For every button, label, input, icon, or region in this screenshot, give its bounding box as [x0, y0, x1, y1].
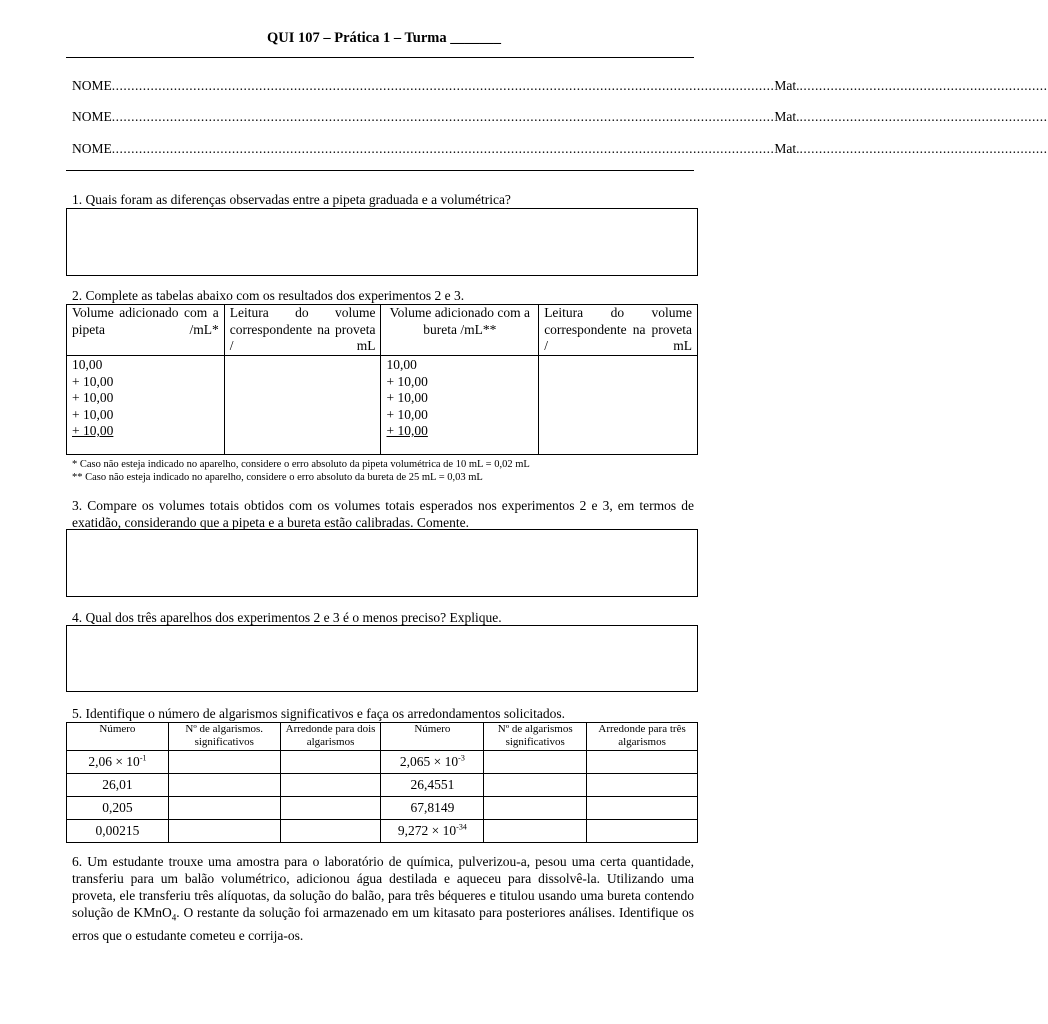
sigfig-header-row — [67, 723, 698, 751]
mat-label: Mat. — [774, 109, 800, 124]
sigfig-row — [67, 774, 698, 797]
sigfig-answer-cell[interactable] — [484, 820, 587, 843]
header-bureta: Volume adicionado com a bureta /mL** — [381, 305, 539, 356]
volume-table-body — [67, 356, 698, 455]
footnote-pipeta: * Caso não esteja indicado no aparelho, considere o erro absoluto da pipeta volumétrica de 10 mL = 0,02 mL — [72, 459, 530, 470]
number-cell: 67,8149 — [381, 797, 484, 820]
round-answer-cell[interactable] — [280, 820, 381, 843]
bureta-value: + 10,00 — [386, 373, 428, 389]
header-numero: Número — [67, 723, 169, 751]
mat-field-dots: ................................................................ — [799, 109, 1048, 124]
number-cell: 26,4551 — [381, 774, 484, 797]
question-1: 1. Quais foram as diferenças observadas entre a pipeta graduada e a volumétrica? — [72, 192, 511, 207]
sigfig-answer-cell[interactable] — [168, 751, 280, 774]
pipeta-value: + 10,00 — [72, 373, 114, 389]
pipeta-value: + 10,00 — [72, 406, 114, 422]
sigfig-row — [67, 820, 698, 843]
pipeta-value: 10,00 — [72, 357, 103, 372]
name-field-dots: ........................................................................................................................................................................... — [111, 141, 775, 156]
leitura-pipeta-cell[interactable] — [224, 356, 381, 455]
header-arredonde-tres: Arredonde para três algarismos — [587, 723, 698, 751]
header-algarismos: Nº de algarismos significativos — [484, 723, 587, 751]
name-field-dots: ........................................................................................................................................................................... — [111, 109, 775, 124]
mat-field-dots: ................................................................ — [799, 141, 1048, 156]
answer-box-1[interactable] — [66, 208, 698, 276]
round-answer-cell[interactable] — [280, 751, 381, 774]
name-label: NOME — [72, 109, 112, 124]
round-answer-cell[interactable] — [587, 774, 698, 797]
page-title: QUI 107 – Prática 1 – Turma _______ — [266, 30, 501, 46]
number-cell: 0,205 — [67, 797, 169, 820]
sigfig-answer-cell[interactable] — [484, 797, 587, 820]
number-cell: $9,272 \times 10^{-34}$ — [381, 820, 484, 843]
round-answer-cell[interactable] — [280, 774, 381, 797]
bureta-value: + 10,00 — [386, 406, 428, 422]
round-answer-cell[interactable] — [587, 797, 698, 820]
sigfig-answer-cell[interactable] — [484, 751, 587, 774]
name-label: NOME — [72, 78, 112, 93]
number-cell: $2,065 \times 10^{-3}$ — [381, 751, 484, 774]
name-line-3 — [72, 141, 1048, 157]
number-cell: $2,06 \times 10^{-1}$ — [67, 751, 169, 774]
number-cell: 0,00215 — [67, 820, 169, 843]
names-divider — [66, 170, 694, 171]
sigfig-answer-cell[interactable] — [168, 774, 280, 797]
sigfig-answer-cell[interactable] — [168, 820, 280, 843]
question-4: 4. Qual dos três aparelhos dos experimentos 2 e 3 é o menos preciso? Explique. — [72, 610, 502, 625]
answer-box-3[interactable] — [66, 529, 698, 597]
pipeta-value: + 10,00 — [72, 390, 114, 405]
footnote-bureta: ** Caso não esteja indicado no aparelho, considere o erro absoluto da bureta de 25 mL = 0,03 mL — [72, 472, 483, 483]
round-answer-cell[interactable] — [587, 820, 698, 843]
sigfig-row — [67, 751, 698, 774]
header-algarismos: Nº de algarismos. significativos — [168, 723, 280, 751]
pipeta-values-cell — [67, 356, 225, 455]
bureta-value: + 10,00 — [386, 390, 428, 405]
question-3: 3. Compare os volumes totais obtidos com os volumes totais esperados nos experimentos 2 e 3, em termos de exatidão, considerando que a pipeta e a bureta estão calibradas. Comente. — [72, 498, 694, 530]
header-leitura-pipeta: Leitura do volume correspondente na proveta / mL — [224, 305, 381, 356]
bureta-values-cell — [381, 356, 539, 455]
question-6: 6. Um estudante trouxe uma amostra para o laboratório de química, pulverizou-a, pesou uma certa quantidade, transferiu para um balão volumétrico, adicionou água destilada e aqueceu para dissolvê-la. Utilizando uma proveta, ele transferiu três alíquotas, da solução do balão, para três béqueres e titulou usando uma bureta contendo solução de KMnO$_4$. O restante da solução foi armazenado em um kitasato para posteriores análises. Identifique os erros que o estudante cometeu e corrija-os. — [72, 854, 695, 943]
header-pipeta: Volume adicionado com a pipeta /mL* — [67, 305, 225, 356]
volume-table-header — [67, 305, 698, 356]
mat-label: Mat. — [774, 141, 800, 156]
number-cell: 26,01 — [67, 774, 169, 797]
mat-field-dots: ................................................................ — [799, 78, 1048, 93]
bureta-value-last: + 10,00 — [386, 423, 428, 438]
round-answer-cell[interactable] — [587, 751, 698, 774]
name-line-2 — [72, 109, 1048, 125]
round-answer-cell[interactable] — [280, 797, 381, 820]
name-label: NOME — [72, 141, 112, 156]
question-2: 2. Complete as tabelas abaixo com os resultados dos experimentos 2 e 3. — [72, 288, 465, 303]
header-leitura-bureta: Leitura do volume correspondente na proveta / mL — [539, 305, 698, 356]
sigfig-row — [67, 797, 698, 820]
significant-figures-table — [66, 722, 698, 843]
name-field-dots: ........................................................................................................................................................................... — [111, 78, 775, 93]
volume-table — [66, 304, 698, 455]
header-divider — [66, 57, 694, 58]
pipeta-value-last: + 10,00 — [72, 423, 114, 438]
question-5: 5. Identifique o número de algarismos significativos e faça os arredondamentos solicitados. — [72, 706, 565, 721]
leitura-bureta-cell[interactable] — [539, 356, 698, 455]
sigfig-answer-cell[interactable] — [168, 797, 280, 820]
name-line-1 — [72, 78, 1048, 94]
header-numero: Número — [381, 723, 484, 751]
header-arredonde-dois: Arredonde para dois algarismos — [280, 723, 381, 751]
answer-box-4[interactable] — [66, 625, 698, 692]
sigfig-answer-cell[interactable] — [484, 774, 587, 797]
bureta-value: 10,00 — [386, 357, 417, 372]
mat-label: Mat. — [774, 78, 800, 93]
